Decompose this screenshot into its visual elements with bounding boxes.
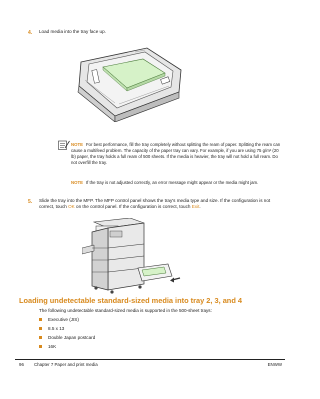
list-item	[39, 342, 95, 351]
bullet-icon	[39, 336, 42, 339]
note-text: For best performance, fill the tray completely without splitting the ream of paper. Splitting the ream can cause a multifeed problem. The capacity of the paper tray can vary. For example, if you are using 75 g/m² (20 lb) paper, the tray holds a full ream of 500 sheets. If the media is heavier, the tray will not hold a full ream. Do not overfill the tray.	[71, 142, 281, 165]
list-item	[39, 315, 95, 324]
note-tray-adjust	[71, 180, 284, 186]
list-item	[39, 333, 95, 342]
exit-link[interactable]: Exit	[191, 204, 200, 209]
media-list	[39, 315, 95, 351]
note-icon	[58, 140, 70, 150]
note-text: If the tray is not adjusted correctly, an error message might appear or the media might jam.	[85, 180, 259, 185]
mfp-tray-insert-illustration	[82, 218, 182, 296]
page-number: 96	[19, 362, 24, 367]
tray-face-up-illustration	[75, 40, 185, 122]
bullet-icon	[39, 318, 42, 321]
footer-divider	[15, 359, 285, 360]
section-title: Loading undetectable standard-sized media into tray 2, 3, and 4	[19, 296, 242, 305]
section-intro: The following undetectable standard-sized media is supported in the 500-sheet trays:	[39, 308, 212, 313]
list-item-label: 8.5 x 13	[48, 326, 65, 331]
list-item-label: Executive (JIS)	[48, 317, 79, 322]
step-4-text: Load media into the tray face up.	[39, 29, 106, 34]
list-item-label: Double Japan postcard	[48, 335, 96, 340]
list-item-label: 16K	[48, 344, 57, 349]
step-number-4: 4.	[28, 30, 33, 36]
step-5-text-part: .	[199, 204, 201, 209]
note-performance	[71, 142, 284, 166]
note-label: NOTE	[71, 180, 83, 185]
bullet-icon	[39, 345, 42, 348]
step-5-text-part: on the control panel. If the configuration is correct, touch	[74, 204, 192, 209]
step-5-text-part: Slide the tray into the MFP. The MFP control panel shows the tray's media type and size. If the configuration is not correct, touch	[39, 198, 271, 209]
ok-link[interactable]: OK	[68, 204, 75, 209]
step-number-5: 5.	[28, 199, 33, 205]
chapter-title: Chapter 7 Paper and print media	[34, 362, 98, 367]
bullet-icon	[39, 327, 42, 330]
brand-label: ENWW	[267, 362, 282, 367]
note-label: NOTE	[71, 142, 83, 147]
list-item	[39, 324, 95, 333]
step-5-text	[39, 198, 284, 210]
